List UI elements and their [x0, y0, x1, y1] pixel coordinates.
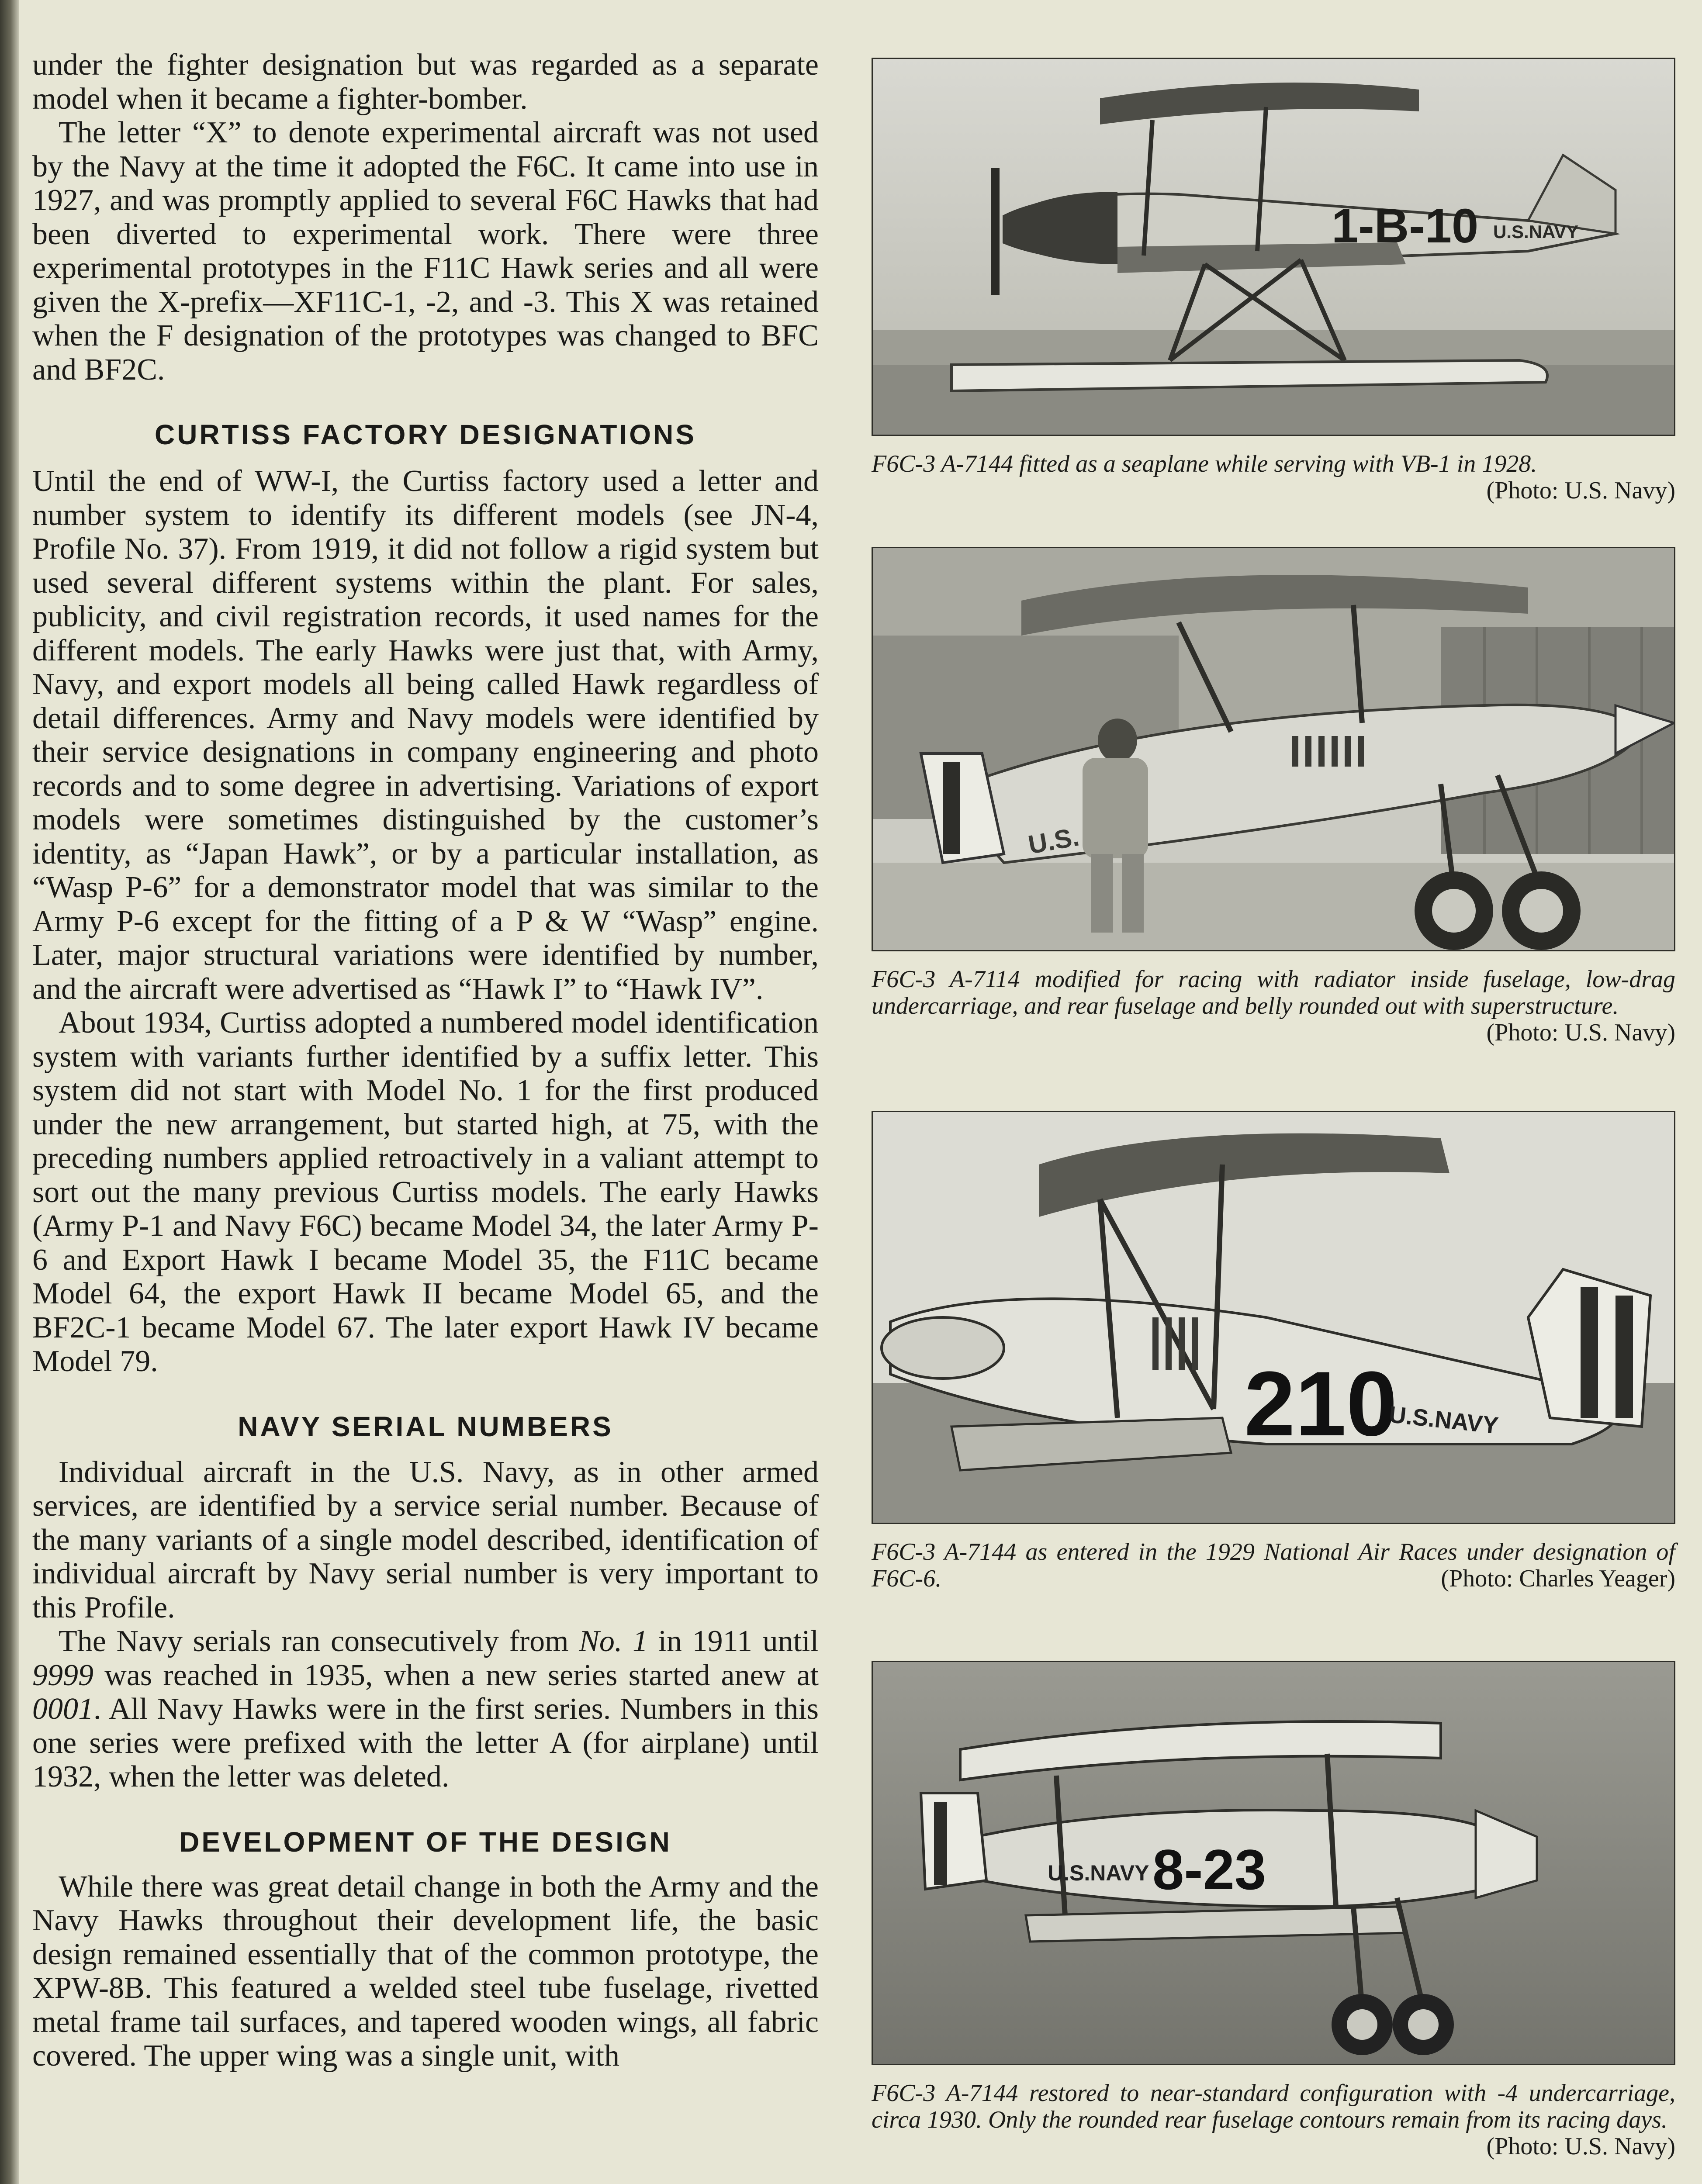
- racer-210-image: [873, 1112, 1674, 1523]
- serials-text-a: The Navy serials ran consecutively from: [59, 1624, 579, 1658]
- caption-seaplane-text: F6C-3 A-7144 fitted as a seaplane while serving with VB-1 in 1928.: [872, 450, 1537, 477]
- left-text-column: [32, 48, 819, 2073]
- racer-navy-marking: U.S.: [1026, 822, 1082, 860]
- photo-restored-flight: [872, 1661, 1675, 2065]
- serials-paragraph-2: [32, 1624, 819, 1794]
- heading-navy-serial-numbers: NAVY SERIAL NUMBERS: [238, 1410, 613, 1442]
- figure-seaplane: [872, 58, 1675, 504]
- seaplane-navy-marking: U.S.NAVY: [1493, 221, 1579, 242]
- serials-text-c: was reached in 1935, when a new series started anew at: [93, 1658, 819, 1692]
- caption-seaplane: [872, 451, 1675, 504]
- caption-racer-ground-text: F6C-3 A-7114 modified for racing with radiator inside fuselage, low-drag undercarriage, and rear fuselage and belly rounded out with superstructure.: [872, 966, 1675, 1019]
- credit-seaplane: (Photo: U.S. Navy): [1486, 477, 1675, 504]
- intro-paragraph-1: under the fighter designation but was regarded as a separate model when it became a fighter-bomber.: [32, 48, 819, 116]
- factory-paragraph-1: Until the end of WW-I, the Curtiss factory used a letter and number system to identify its different models (see JN-4, Profile No. 37). From 1919, it did not follow a rigid system but used several different systems within the plant. For sales, publicity, and civil registration records, it used names for the different models. The early Hawks were just that, with Army, Navy, and export models all being called Hawk regardless of detail differences. Army and Navy models were identified by their service designations in company engineering and photo records and to some degree in advertising. Variations of export models were sometimes distinguished by the customer’s identity, as “Japan Hawk”, or by a particular installation, as “Wasp P-6” for a demonstrator model that was similar to the Army P-6 except for the fitting of a P & W “Wasp” engine. Later, major structural variations were identified by number, and the aircraft were advertised as “Hawk I” to “Hawk IV”.: [32, 464, 819, 1006]
- racer-210-navy-marking: U.S.NAVY: [1387, 1401, 1500, 1439]
- restored-navy-marking: U.S.NAVY: [1048, 1861, 1149, 1885]
- photo-racer-210: [872, 1111, 1675, 1524]
- racer-number-marking: 210: [1244, 1352, 1398, 1455]
- credit-restored-flight: (Photo: U.S. Navy): [1486, 2133, 1675, 2160]
- photo-racer-ground: [872, 547, 1675, 951]
- caption-restored-flight: [872, 2080, 1675, 2160]
- restored-number-marking: 8-23: [1152, 1838, 1266, 1901]
- serial-9999: 9999: [32, 1658, 93, 1692]
- photo-seaplane: [872, 58, 1675, 436]
- caption-racer-210-text: F6C-3 A-7144 as entered in the 1929 National Air Races under designation of F6C-6.: [872, 1538, 1675, 1592]
- serials-text-d: . All Navy Hawks were in the first series. Numbers in this one series were prefixed with the letter A (for airplane) until 1932, when the letter was deleted.: [32, 1692, 819, 1794]
- seaplane-image: [873, 59, 1674, 435]
- seaplane-marking: 1-B-10: [1332, 199, 1479, 253]
- development-paragraph-1: While there was great detail change in both the Army and the Navy Hawks throughout their development life, the basic design remained essentially that of the common prototype, the XPW-8B. This featured a welded steel tube fuselage, rivetted metal frame tail surfaces, and tapered wooden wings, all fabric covered. The upper wing was a single unit, with: [32, 1870, 819, 2073]
- caption-restored-flight-text: F6C-3 A-7144 restored to near-standard configuration with -4 undercarriage, circa 1930. Only the rounded rear fuselage contours remain from its racing days.: [872, 2080, 1675, 2133]
- heading-factory-designations: CURTISS FACTORY DESIGNATIONS: [155, 419, 696, 450]
- credit-racer-210: (Photo: Charles Yeager): [1441, 1565, 1675, 1592]
- serials-text-b: in 1911 until: [648, 1624, 819, 1658]
- factory-paragraph-2: About 1934, Curtiss adopted a numbered model identification system with variants further identified by a suffix letter. This system did not start with Model No. 1 for the first produced under the new arrangement, but started high, at 75, with the preceding numbers applied retroactively in a valiant attempt to sort out the many previous Curtiss models. The early Hawks (Army P-1 and Navy F6C) became Model 34, the later Army P-6 and Export Hawk I became Model 35, the F11C became Model 64, the export Hawk II became Model 65, and the BF2C-1 became Model 67. The later export Hawk IV became Model 79.: [32, 1006, 819, 1378]
- intro-paragraph-2: The letter “X” to denote experimental aircraft was not used by the Navy at the time it adopted the F6C. It came into use in 1927, and was promptly applied to several F6C Hawks that had been diverted to experimental work. There were three experimental prototypes in the F11C Hawk series and all were given the X-prefix—XF11C-1, -2, and -3. This X was retained when the F designation of the prototypes was changed to BFC and BF2C.: [32, 116, 819, 387]
- serial-no-1: No. 1: [579, 1624, 648, 1658]
- heading-development-of-design: DEVELOPMENT OF THE DESIGN: [179, 1826, 672, 1858]
- racer-ground-image: [873, 548, 1674, 950]
- serials-paragraph-1: Individual aircraft in the U.S. Navy, as in other armed services, are identified by a service serial number. Because of the many variants of a single model described, identification of individual aircraft by Navy serial number is very important to this Profile.: [32, 1455, 819, 1624]
- figure-racer-ground: [872, 547, 1675, 1046]
- restored-flight-image: [873, 1662, 1674, 2064]
- figure-restored-flight: [872, 1661, 1675, 2160]
- caption-racer-ground: [872, 966, 1675, 1046]
- figure-racer-210: [872, 1111, 1675, 1592]
- credit-racer-ground: (Photo: U.S. Navy): [1486, 1019, 1675, 1046]
- book-spine-edge: [0, 0, 19, 2184]
- caption-racer-210: [872, 1539, 1675, 1592]
- serial-0001: 0001: [32, 1692, 93, 1726]
